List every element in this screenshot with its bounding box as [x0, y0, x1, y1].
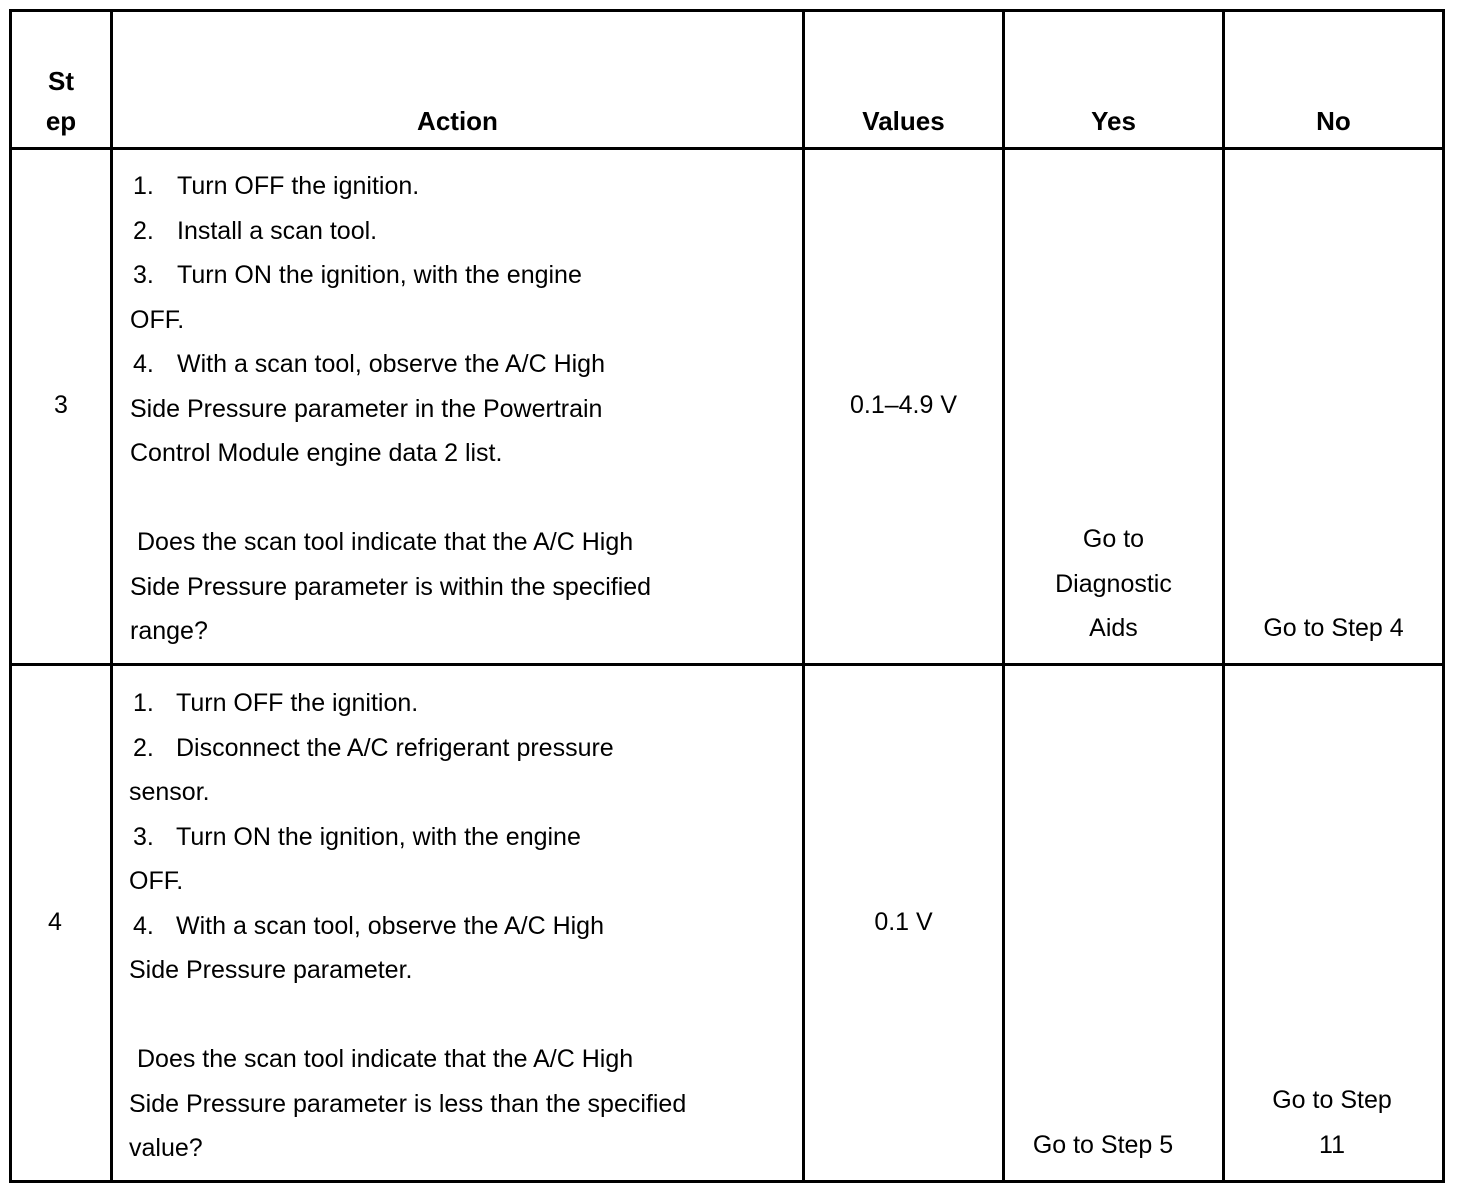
action-step-text: Disconnect the A/C refrigerant pressure: [176, 733, 614, 762]
row-step-number: 4: [48, 908, 62, 936]
action-step-continuation: OFF.: [129, 867, 184, 895]
table-border-bottom: [9, 1180, 1445, 1183]
action-step: [130, 253, 800, 298]
question-line: Side Pressure parameter is less than the specified: [129, 1089, 687, 1118]
action-step-text: Turn ON the ignition, with the engine: [177, 261, 582, 289]
question-line: Does the scan tool indicate that the A/C High: [137, 528, 634, 556]
row-step-number: 3: [54, 391, 68, 419]
spacer: [129, 993, 799, 1038]
action-step: [129, 681, 799, 726]
action-step: [130, 209, 800, 254]
action-step-text: Install a scan tool.: [177, 216, 378, 245]
question-line: range?: [130, 617, 208, 645]
diagnostic-table: [9, 9, 1445, 1184]
action-cell: [129, 681, 799, 1171]
header-divider: [9, 147, 1445, 150]
action-step: [130, 164, 800, 209]
header-step: [12, 61, 110, 141]
table-border-right: [1442, 9, 1445, 1183]
yes-line: Go to: [1082, 525, 1145, 553]
table-border-left: [9, 9, 12, 1183]
action-step-continuation: Side Pressure parameter in the Powertrain: [130, 394, 603, 423]
action-cell: [130, 164, 800, 654]
header-values: Values: [862, 106, 945, 136]
column-divider-step: [110, 9, 113, 1183]
yes-cell: [1005, 517, 1222, 651]
header-action: Action: [417, 106, 498, 136]
action-step-text: With a scan tool, observe the A/C High: [177, 350, 605, 378]
no-line: Go to Step: [1272, 1086, 1392, 1114]
column-divider-yes: [1222, 9, 1225, 1183]
action-step-number: 4.: [133, 350, 154, 378]
action-step: [129, 726, 799, 771]
action-step: [129, 815, 799, 860]
action-question: [130, 520, 800, 654]
action-step-continuation: sensor.: [129, 778, 210, 806]
action-step-text: Turn OFF the ignition.: [176, 689, 419, 717]
row-divider: [9, 663, 1445, 666]
action-step: [129, 904, 799, 949]
question-line: Does the scan tool indicate that the A/C High: [137, 1045, 634, 1073]
action-step-continuation: Control Module engine data 2 list.: [130, 439, 503, 467]
header-step-line-1: St: [48, 66, 74, 96]
action-step: [130, 342, 800, 387]
action-step-continuation: Side Pressure parameter.: [129, 956, 413, 984]
no-cell: [1225, 1078, 1439, 1167]
action-step-text: Turn ON the ignition, with the engine: [176, 822, 581, 851]
action-step-number: 3.: [133, 822, 154, 851]
no-cell: [1225, 606, 1442, 651]
action-step-text: With a scan tool, observe the A/C High: [176, 911, 604, 940]
action-step-text: Turn OFF the ignition.: [177, 172, 420, 200]
action-question: [129, 1037, 799, 1171]
value-cell: 0.1 V: [874, 908, 933, 936]
header-step-line-2: ep: [45, 106, 77, 136]
header-no: No: [1316, 106, 1351, 136]
header-yes: Yes: [1091, 106, 1136, 136]
yes-line: Go to Step 5: [1032, 1131, 1174, 1159]
no-line: 11: [1319, 1130, 1345, 1159]
action-step-number: 1.: [133, 172, 154, 200]
question-line: Side Pressure parameter is within the specified: [130, 572, 652, 601]
action-step-number: 4.: [133, 911, 154, 940]
action-step-number: 1.: [133, 689, 154, 717]
action-step-number: 3.: [133, 261, 154, 289]
no-line: Go to Step 4: [1263, 614, 1404, 642]
action-step-number: 2.: [133, 216, 154, 245]
value-cell: 0.1–4.9 V: [849, 391, 958, 419]
action-step-number: 2.: [133, 733, 154, 762]
table-border-top: [9, 9, 1445, 12]
yes-line: Aids: [1089, 614, 1138, 642]
yes-line: Diagnostic: [1055, 569, 1172, 598]
column-divider-action: [802, 9, 805, 1183]
spacer: [130, 476, 800, 521]
yes-cell: [1005, 1123, 1201, 1168]
action-step-continuation: OFF.: [130, 305, 185, 334]
question-line: value?: [129, 1134, 203, 1162]
